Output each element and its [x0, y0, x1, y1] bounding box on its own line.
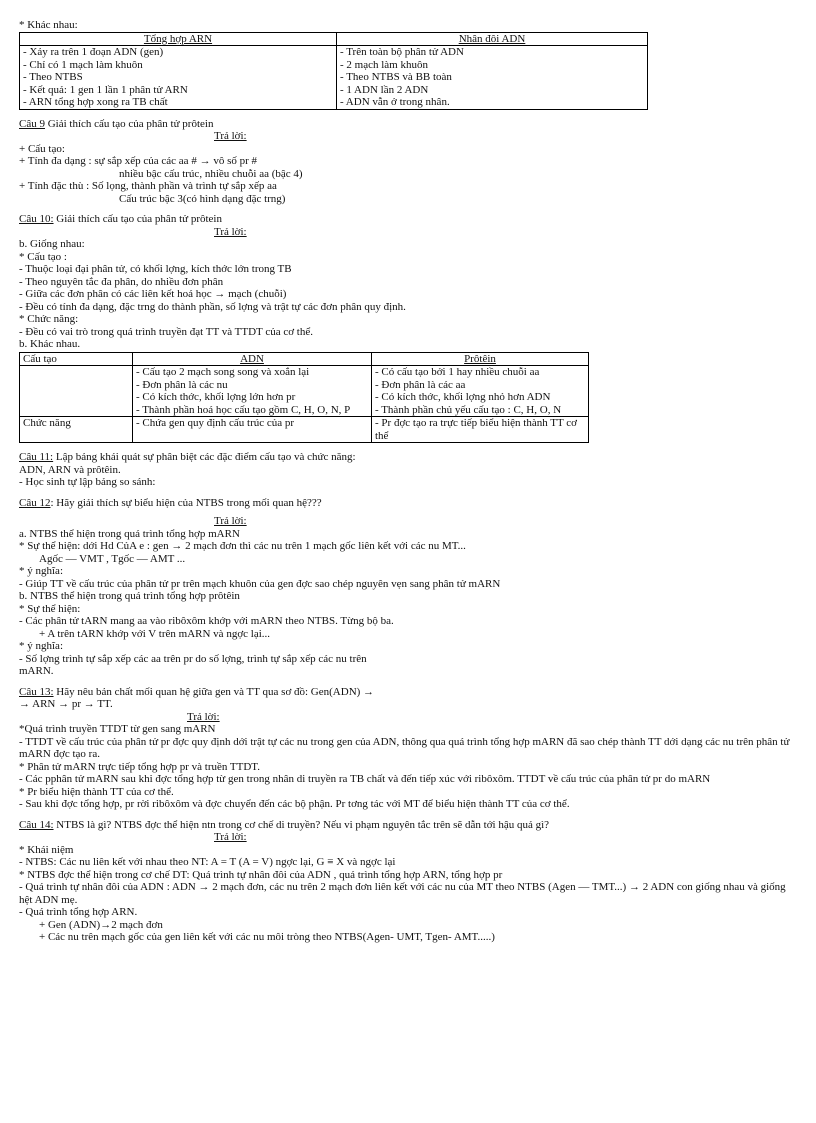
cell-line: - Có kích thớc, khối lợng lớn hơn pr [136, 391, 296, 403]
question-13-title [19, 686, 799, 699]
question-number: Câu 14: [19, 818, 54, 831]
cell-line: - Trên toàn bộ phân tử ADN [340, 46, 464, 58]
cell-line: - Theo NTBS và BB toàn [340, 71, 452, 83]
text-line: - Các phân tử tARN mang aa vào ribôxôm khớp với mARN theo NTBS. Từng bộ ba. [19, 615, 394, 627]
table-header: Cấu tạo [20, 352, 133, 366]
question-text: Lập bảng khái quát sự phân biệt các đặc điểm cấu tạo và chức năng: [53, 451, 356, 463]
answer-label: Trả lời: [214, 130, 247, 142]
question-12-title [19, 497, 799, 510]
document-page [19, 19, 799, 944]
text-line: b. Khác nhau. [19, 338, 81, 350]
text-line: + A trên tARN khớp với V trên mARN và ngợc lại... [39, 627, 271, 640]
question-number: Câu 12 [19, 496, 51, 509]
text-line: * Sự thể hiện: [19, 602, 81, 615]
cell-line: - 2 mạch làm khuôn [340, 58, 428, 71]
question-text: Hãy nêu bản chất mối quan hệ giữa gen và TT qua sơ đồ: Gen(ADN) → [53, 685, 375, 698]
text-line: Agốc — VMT , Tgốc — AMT ... [39, 552, 186, 565]
question-text: Giải thích cấu tạo của phân tử prôtein [44, 117, 214, 130]
text-line: + Tính đa dạng : sự sắp xếp của các aa # → vô số pr # [19, 155, 258, 167]
text-line: + Gen (ADN)→2 mạch đơn [39, 918, 163, 931]
cell-line: - Có kích thớc, khối lợng nhỏ hơn ADN [375, 391, 551, 403]
text-line: - TTDT về cấu trúc của phân tử pr đợc quy định dới trật tự các nu trong gen của ADN, thông qua quá trình tổng hợp mARN đã sao chép thành TT dới dạng các nu trên phân tử mARN đợc tạo ra. [19, 735, 790, 760]
question-text: NTBS là gì? NTBS đợc thể hiện ntn trong cơ chế di truyền? Nếu vi phạm nguyên tắc trên sẽ dẫn tới hậu quả gì? [53, 818, 550, 831]
question-number: Câu 9 [19, 117, 45, 130]
text-line: * Chức năng: [19, 313, 79, 325]
comparison-table-adn-protein [19, 352, 589, 444]
question-text: : Hãy giải thích sự biểu hiện của NTBS trong mối quan hệ??? [50, 496, 322, 509]
text-line: b. Giống nhau: [19, 238, 85, 250]
text-line: - NTBS: Các nu liên kết với nhau theo NT: A = T (A = V) ngợc lại, G ≡ X và ngợc lại [19, 856, 396, 868]
text-line: * ý nghĩa: [19, 640, 63, 652]
text-line: a. NTBS thể hiện trong quá trình tổng hợp mARN [19, 527, 240, 540]
cell-line: - ADN vẫn ở trong nhân. [340, 96, 450, 108]
table-cell [20, 366, 133, 417]
text-line: * Phân tử mARN trực tiếp tổng hợp pr và truền TTDT. [19, 760, 260, 773]
text-line: - Đều có tính đa dạng, đặc trng do thành phần, số lợng và trật tự các đơn phân quy định. [19, 300, 406, 313]
cell-line: - Theo NTBS [23, 71, 83, 83]
text-line: → ARN → pr → TT. [19, 698, 113, 710]
table-cell: - Chứa gen quy định cấu trúc của pr [133, 417, 372, 443]
cell-line: - ARN tổng hợp xong ra TB chất [23, 96, 168, 108]
text-line: - Theo nguyên tắc đa phân, do nhiều đơn phân [19, 275, 224, 288]
text-line: + Cấu tạo: [19, 142, 65, 155]
text-line: - Số lợng trình tự sắp xếp các aa trên pr do số lợng, trình tự sắp xếp các nu trên [19, 652, 367, 665]
answer-label: Trả lời: [187, 710, 220, 723]
text-line: mARN. [19, 665, 54, 677]
question-9-title [19, 118, 799, 131]
answer-label: Trả lời: [214, 225, 247, 238]
text-line: b. NTBS thể hiện trong quá trình tổng hợp prôtêin [19, 590, 240, 602]
question-number: Câu 11: [19, 451, 54, 463]
table-header: Tổng hợp ARN [20, 32, 337, 46]
table-cell [20, 46, 337, 110]
text-line: * NTBS đợc thể hiện trong cơ chế DT: Quá trình tự nhân đôi của ADN , quá trình tổng hợp ARN, tổng hợp pr [19, 868, 503, 881]
cell-line: - Kết quả: 1 gen 1 lần 1 phân tử ARN [23, 83, 188, 96]
text-line: Cấu trúc bậc 3(có hình dạng đặc trng) [119, 192, 286, 205]
table-header: ADN [133, 352, 372, 366]
text-line: * ý nghĩa: [19, 565, 63, 577]
cell-line: - Xảy ra trên 1 đoạn ADN (gen) [23, 46, 164, 58]
table-cell [337, 46, 648, 110]
text-line: * Pr biểu hiện thành TT của cơ thể. [19, 785, 174, 798]
text-line: - Các pphân tử mARN sau khi đợc tổng hợp từ gen trong nhân di truyền ra TB chất và đến tiếp xúc với ribôxôm. TTDT về cấu trúc của phân tử pr do mARN [19, 773, 711, 785]
question-11-title [19, 451, 799, 464]
cell-line: - Chỉ có 1 mạch làm khuôn [23, 58, 143, 71]
table-cell: - Pr đợc tạo ra trực tiếp biểu hiện thành TT cơ thể [372, 417, 589, 443]
text-line: *Quá trình truyền TTDT từ gen sang mARN [19, 723, 216, 735]
text-line: + Tính đặc thù : Số lọng, thành phần và trình tự sắp xếp aa [19, 180, 277, 192]
cell-line: - Thành phần chủ yếu cấu tạo : C, H, O, N [375, 403, 562, 416]
text-line: * Cấu tạo : [19, 250, 67, 263]
table-cell: Chức năng [20, 417, 133, 443]
text-line: - Đều có vai trò trong quá trình truyền đạt TT và TTDT của cơ thể. [19, 325, 313, 338]
text-line: - Sau khi đợc tổng hợp, pr rời ribôxôm và đợc chuyển đến các bộ phận. Pr tơng tác với MT để biểu hiện thành TT của cơ thể. [19, 798, 570, 810]
cell-line: - Có cấu tạo bởi 1 hay nhiều chuỗi aa [375, 366, 540, 378]
cell-line: - Cấu tạo 2 mạch song song và xoắn lại [136, 366, 310, 378]
text-line: - Giúp TT về cấu trúc của phân tử pr trên mạch khuôn của gen đợc sao chép nguyên vẹn sang phân tử mARN [19, 577, 501, 590]
question-10-title [19, 213, 799, 226]
text-line: * Sự thể hiện: dới Hd CủA e : gen → 2 mạch đơn thì các nu trên 1 mạch gốc liên kết với các nu MT... [19, 540, 466, 552]
comparison-table-arn-adn [19, 32, 648, 110]
question-number: Câu 10: [19, 213, 54, 225]
text-line: - Học sinh tự lập bảng so sánh: [19, 476, 156, 488]
question-text: Giải thích cấu tạo của phân tử prôtein [53, 213, 222, 225]
text-line: ADN, ARN và prôtêin. [19, 463, 121, 476]
answer-label: Trả lời: [214, 831, 247, 843]
cell-line: - Thành phần hoá học cấu tạo gồm C, H, O, N, P [136, 403, 351, 416]
text-line: * Khái niệm [19, 843, 74, 856]
question-number: Câu 13: [19, 685, 54, 698]
text-line: nhiều bậc cấu trúc, nhiều chuỗi aa (bậc 4) [119, 167, 303, 180]
question-14-title [19, 819, 799, 832]
cell-line: - Đơn phân là các nu [136, 378, 228, 391]
text-line: - Giữa các đơn phân có các liên kết hoá học → mạch (chuỗi) [19, 288, 287, 300]
intro-line: * Khác nhau: [19, 19, 78, 31]
text-line: - Quá trình tổng hợp ARN. [19, 906, 138, 918]
cell-line: - Đơn phân là các aa [375, 378, 466, 391]
text-line: - Thuộc loại đại phân tử, có khối lợng, kích thớc lớn trong TB [19, 263, 292, 275]
table-cell [372, 366, 589, 417]
table-header: Prôtêin [372, 352, 589, 366]
answer-label: Trả lời: [214, 515, 247, 527]
table-cell [133, 366, 372, 417]
text-line: + Các nu trên mạch gốc của gen liên kết với các nu môi tròng theo NTBS(Agen- UMT, Tgen- AMT.....) [39, 931, 495, 943]
table-header: Nhân đôi ADN [337, 32, 648, 46]
cell-line: - 1 ADN lần 2 ADN [340, 83, 429, 96]
text-line: - Quá trình tự nhân đôi của ADN : ADN → 2 mạch đơn, các nu trên 2 mạch đơn liên kết với các nu của MT theo NTBS (Agen — TMT...) → 2 ADN con giống nhau và giống hệt ADN mẹ. [19, 881, 786, 906]
